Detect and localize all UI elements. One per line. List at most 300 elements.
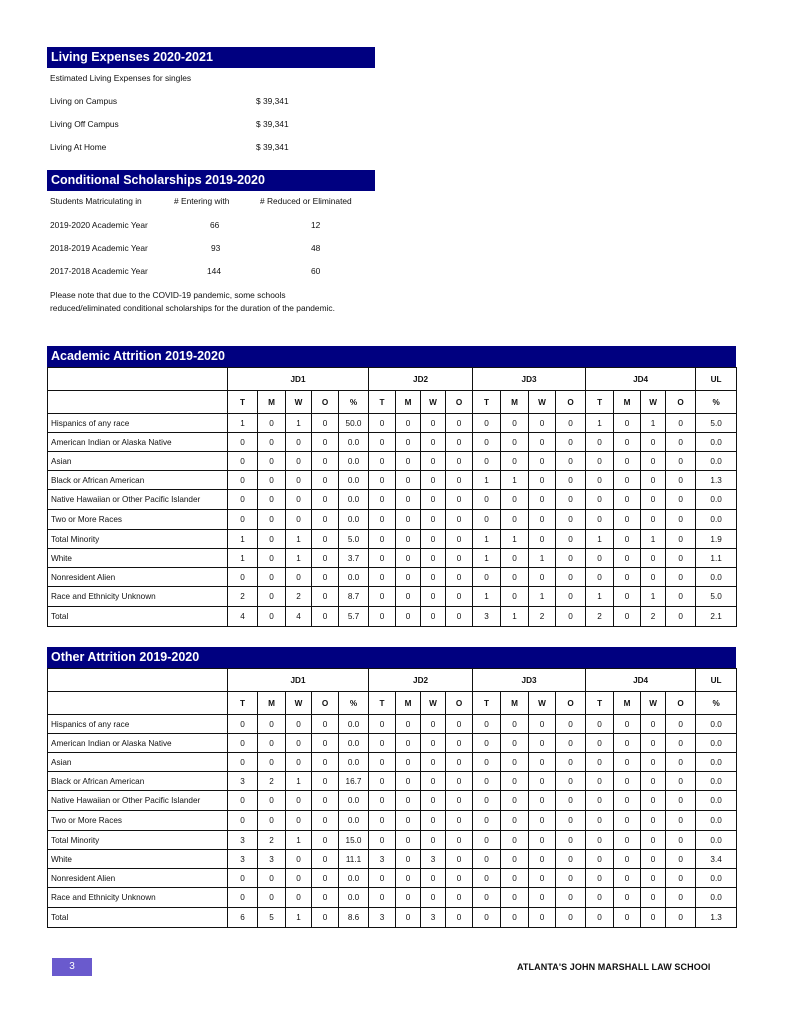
cell-value: 0	[228, 490, 258, 510]
cell-value: 0	[666, 549, 696, 568]
header-blank	[48, 391, 228, 414]
cell-value: 0.0	[339, 568, 369, 587]
cell-value: 3	[258, 850, 286, 869]
cell-value: 0	[396, 587, 421, 607]
cell-value: 0	[446, 850, 473, 869]
cell-value: 0	[556, 433, 586, 452]
cell-value: 0	[312, 452, 339, 471]
table-row	[48, 607, 737, 627]
cell-value: 0	[666, 568, 696, 587]
cell-value: 1	[228, 414, 258, 433]
cell-value: 11.1	[339, 850, 369, 869]
cell-value: 0	[529, 734, 556, 753]
cell-value: 0	[614, 530, 641, 549]
cell-value: 0	[312, 549, 339, 568]
cell-value: 0	[286, 433, 312, 452]
cell-value: 0	[614, 414, 641, 433]
cell-value: 0	[501, 414, 529, 433]
cell-value: 0	[529, 869, 556, 888]
cell-value: 0	[586, 568, 614, 587]
cell-value: 1	[286, 530, 312, 549]
table-row	[48, 490, 737, 510]
cell-value: 4	[286, 607, 312, 627]
cell-value: 1	[586, 414, 614, 433]
table-row	[48, 772, 737, 791]
row-label: Hispanics of any race	[48, 715, 228, 734]
cell-value: 0	[446, 869, 473, 888]
cell-value: 0	[529, 791, 556, 811]
cell-value: 0	[369, 452, 396, 471]
col-header: W	[421, 391, 446, 414]
row-label: Race and Ethnicity Unknown	[48, 888, 228, 908]
cell-value: 0	[614, 791, 641, 811]
cell-value: 2	[228, 587, 258, 607]
cell-value: 0	[312, 530, 339, 549]
row-label: Black or African American	[48, 772, 228, 791]
cell-value: 0	[446, 568, 473, 587]
cell-value: 0	[396, 888, 421, 908]
cell-value: 16.7	[339, 772, 369, 791]
header-blank	[48, 368, 228, 391]
row-label: Total	[48, 908, 228, 928]
cell-value: 0	[641, 831, 666, 850]
cell-value: 0	[641, 908, 666, 928]
other-attrition-title: Other Attrition 2019-2020	[47, 647, 736, 668]
cell-value: 0	[312, 433, 339, 452]
cell-value: 0	[421, 734, 446, 753]
cell-value: 3.7	[339, 549, 369, 568]
cell-value: 0	[641, 811, 666, 831]
cell-value: 1	[228, 530, 258, 549]
cell-value: 0	[258, 734, 286, 753]
cell-value: 0	[529, 772, 556, 791]
cell-value: 0	[666, 888, 696, 908]
row-label: Asian	[48, 753, 228, 772]
cell-value: 0	[614, 607, 641, 627]
cell-value: 0	[228, 753, 258, 772]
cell-value: 0	[614, 772, 641, 791]
cell-value: 1	[529, 587, 556, 607]
cell-value: 0	[529, 568, 556, 587]
cell-value: 0	[641, 490, 666, 510]
cell-value: 1	[641, 587, 666, 607]
cell-value: 0	[312, 791, 339, 811]
cell-value: 0	[556, 490, 586, 510]
cell-value: 1	[641, 414, 666, 433]
scholarship-header-students: Students Matriculating in	[50, 196, 142, 206]
cell-value: 0	[258, 568, 286, 587]
cell-value: 0.0	[696, 869, 737, 888]
row-label: Total Minority	[48, 831, 228, 850]
cell-value: 0	[586, 433, 614, 452]
scholarship-entering: 66	[210, 220, 220, 230]
cell-value: 15.0	[339, 831, 369, 850]
cell-value: 0.0	[339, 452, 369, 471]
cell-value: 0	[258, 715, 286, 734]
group-header-jd4: JD4	[586, 669, 696, 692]
cell-value: 0	[228, 869, 258, 888]
cell-value: 0	[529, 490, 556, 510]
cell-value: 1	[529, 549, 556, 568]
cell-value: 0	[421, 753, 446, 772]
cell-value: 0	[396, 607, 421, 627]
cell-value: 0	[258, 869, 286, 888]
cell-value: 0	[396, 715, 421, 734]
row-label: Total	[48, 607, 228, 627]
cell-value: 0	[312, 414, 339, 433]
cell-value: 0	[614, 587, 641, 607]
cell-value: 0	[312, 753, 339, 772]
cell-value: 0	[312, 715, 339, 734]
cell-value: 0	[258, 607, 286, 627]
cell-value: 0	[396, 568, 421, 587]
col-header: %	[696, 391, 737, 414]
table-row	[48, 734, 737, 753]
row-label: Native Hawaiian or Other Pacific Islander	[48, 490, 228, 510]
cell-value: 0	[228, 734, 258, 753]
cell-value: 3	[228, 850, 258, 869]
cell-value: 0	[641, 772, 666, 791]
living-expenses-subtitle: Estimated Living Expenses for singles	[50, 73, 192, 83]
cell-value: 0	[529, 530, 556, 549]
cell-value: 0	[529, 850, 556, 869]
col-header: M	[614, 391, 641, 414]
cell-value: 0	[446, 888, 473, 908]
cell-value: 0	[614, 811, 641, 831]
cell-value: 0	[258, 753, 286, 772]
table-row	[48, 753, 737, 772]
group-header-jd3: JD3	[473, 368, 586, 391]
scholarship-year: 2017-2018 Academic Year	[50, 266, 148, 276]
cell-value: 0	[473, 811, 501, 831]
cell-value: 0.0	[696, 452, 737, 471]
cell-value: 0	[586, 811, 614, 831]
cell-value: 0	[501, 510, 529, 530]
row-label: Nonresident Alien	[48, 568, 228, 587]
cell-value: 1	[473, 549, 501, 568]
cell-value: 0	[501, 734, 529, 753]
cell-value: 0	[556, 888, 586, 908]
cell-value: 0	[396, 908, 421, 928]
cell-value: 3	[228, 772, 258, 791]
table-row	[48, 530, 737, 549]
cell-value: 0	[396, 452, 421, 471]
table-row	[48, 587, 737, 607]
scholarship-reduced: 12	[311, 220, 321, 230]
cell-value: 1	[286, 772, 312, 791]
cell-value: 0	[556, 753, 586, 772]
table-row	[48, 908, 737, 928]
cell-value: 0	[666, 452, 696, 471]
table-row	[48, 869, 737, 888]
row-label: Hispanics of any race	[48, 414, 228, 433]
cell-value: 0	[556, 791, 586, 811]
cell-value: 0	[641, 869, 666, 888]
group-header-jd4: JD4	[586, 368, 696, 391]
row-label: American Indian or Alaska Native	[48, 734, 228, 753]
table-row	[48, 414, 737, 433]
cell-value: 1	[286, 908, 312, 928]
col-header: W	[286, 692, 312, 715]
table-row	[48, 471, 737, 490]
cell-value: 0	[286, 490, 312, 510]
cell-value: 0	[586, 869, 614, 888]
cell-value: 0	[421, 869, 446, 888]
cell-value: 0	[614, 908, 641, 928]
cell-value: 0	[369, 715, 396, 734]
cell-value: 0	[529, 715, 556, 734]
cell-value: 0	[666, 587, 696, 607]
cell-value: 8.6	[339, 908, 369, 928]
cell-value: 0.0	[339, 715, 369, 734]
cell-value: 0	[666, 734, 696, 753]
cell-value: 0	[666, 772, 696, 791]
cell-value: 0	[556, 850, 586, 869]
cell-value: 0	[446, 587, 473, 607]
cell-value: 0.0	[696, 433, 737, 452]
cell-value: 0	[258, 811, 286, 831]
cell-value: 0	[312, 587, 339, 607]
cell-value: 0	[641, 753, 666, 772]
col-header: %	[339, 692, 369, 715]
cell-value: 0	[312, 831, 339, 850]
cell-value: 0	[421, 414, 446, 433]
col-header: O	[666, 391, 696, 414]
cell-value: 0	[396, 433, 421, 452]
cell-value: 0	[641, 452, 666, 471]
cell-value: 0	[446, 490, 473, 510]
row-label: White	[48, 549, 228, 568]
cell-value: 0.0	[339, 433, 369, 452]
cell-value: 3	[228, 831, 258, 850]
cell-value: 0	[614, 831, 641, 850]
cell-value: 0	[369, 811, 396, 831]
cell-value: 0	[312, 850, 339, 869]
table-row	[48, 791, 737, 811]
cell-value: 2.1	[696, 607, 737, 627]
group-header-jd2: JD2	[369, 669, 473, 692]
cell-value: 0	[501, 433, 529, 452]
cell-value: 0	[666, 811, 696, 831]
cell-value: 0	[396, 734, 421, 753]
page-number-badge: 3	[52, 958, 92, 976]
cell-value: 0	[586, 791, 614, 811]
cell-value: 0	[258, 433, 286, 452]
cell-value: 0	[501, 869, 529, 888]
col-header: M	[501, 692, 529, 715]
col-header: M	[258, 692, 286, 715]
cell-value: 0	[446, 908, 473, 928]
cell-value: 0	[312, 869, 339, 888]
cell-value: 0	[228, 452, 258, 471]
cell-value: 1	[586, 587, 614, 607]
col-header: O	[312, 391, 339, 414]
cell-value: 0	[501, 753, 529, 772]
cell-value: 0	[614, 452, 641, 471]
cell-value: 0	[369, 607, 396, 627]
cell-value: 0	[312, 908, 339, 928]
cell-value: 0	[586, 452, 614, 471]
cell-value: 0	[396, 850, 421, 869]
cell-value: 0	[556, 734, 586, 753]
cell-value: 0	[396, 414, 421, 433]
cell-value: 0	[396, 791, 421, 811]
row-label: Two or More Races	[48, 510, 228, 530]
cell-value: 0	[369, 888, 396, 908]
cell-value: 1	[473, 471, 501, 490]
cell-value: 50.0	[339, 414, 369, 433]
cell-value: 0	[529, 753, 556, 772]
cell-value: 0	[446, 433, 473, 452]
cell-value: 1	[473, 587, 501, 607]
cell-value: 0	[369, 510, 396, 530]
col-header: M	[396, 692, 421, 715]
cell-value: 0	[312, 811, 339, 831]
cell-value: 0	[556, 831, 586, 850]
cell-value: 0.0	[339, 791, 369, 811]
cell-value: 0	[501, 715, 529, 734]
cell-value: 0	[228, 510, 258, 530]
table-row	[48, 715, 737, 734]
cell-value: 0	[641, 510, 666, 530]
cell-value: 0	[666, 908, 696, 928]
cell-value: 0	[556, 715, 586, 734]
cell-value: 0	[421, 888, 446, 908]
cell-value: 0	[369, 869, 396, 888]
scholarship-entering: 144	[207, 266, 221, 276]
row-label: White	[48, 850, 228, 869]
cell-value: 0	[446, 452, 473, 471]
col-header: O	[666, 692, 696, 715]
cell-value: 1	[286, 549, 312, 568]
row-label: Two or More Races	[48, 811, 228, 831]
cell-value: 0.0	[696, 772, 737, 791]
living-off-campus-value: $ 39,341	[256, 119, 289, 129]
cell-value: 0	[421, 772, 446, 791]
cell-value: 0	[473, 510, 501, 530]
cell-value: 0	[641, 549, 666, 568]
cell-value: 0	[421, 831, 446, 850]
cell-value: 0	[473, 568, 501, 587]
cell-value: 0	[369, 753, 396, 772]
cell-value: 0	[614, 471, 641, 490]
cell-value: 0	[666, 791, 696, 811]
cell-value: 0	[614, 510, 641, 530]
cell-value: 0	[446, 471, 473, 490]
table-row	[48, 568, 737, 587]
scholarship-header-entering: # Entering with	[174, 196, 230, 206]
cell-value: 0	[473, 791, 501, 811]
col-header: M	[258, 391, 286, 414]
cell-value: 0	[369, 568, 396, 587]
cell-value: 0	[614, 888, 641, 908]
cell-value: 0	[529, 510, 556, 530]
cell-value: 0.0	[339, 888, 369, 908]
cell-value: 0.0	[339, 490, 369, 510]
cell-value: 0	[446, 607, 473, 627]
cell-value: 0.0	[339, 811, 369, 831]
cell-value: 0	[529, 888, 556, 908]
cell-value: 0	[666, 471, 696, 490]
col-header: M	[396, 391, 421, 414]
cell-value: 1	[473, 530, 501, 549]
cell-value: 0	[556, 510, 586, 530]
cell-value: 0	[421, 715, 446, 734]
cell-value: 0	[286, 753, 312, 772]
living-on-campus-label: Living on Campus	[50, 96, 118, 106]
cell-value: 0	[312, 888, 339, 908]
cell-value: 0	[421, 471, 446, 490]
cell-value: 0	[501, 587, 529, 607]
cell-value: 0	[258, 530, 286, 549]
cell-value: 0	[614, 869, 641, 888]
cell-value: 0	[369, 772, 396, 791]
cell-value: 0	[286, 734, 312, 753]
cell-value: 0	[421, 587, 446, 607]
cell-value: 1	[501, 471, 529, 490]
cell-value: 4	[228, 607, 258, 627]
cell-value: 2	[286, 587, 312, 607]
cell-value: 0	[641, 734, 666, 753]
cell-value: 0	[614, 753, 641, 772]
cell-value: 5.0	[339, 530, 369, 549]
cell-value: 0	[369, 530, 396, 549]
col-header: W	[286, 391, 312, 414]
cell-value: 0	[396, 549, 421, 568]
cell-value: 3	[421, 850, 446, 869]
cell-value: 0	[501, 850, 529, 869]
cell-value: 0	[286, 471, 312, 490]
living-on-campus-value: $ 39,341	[256, 96, 289, 106]
cell-value: 0	[228, 811, 258, 831]
cell-value: 0	[473, 452, 501, 471]
cell-value: 0	[666, 831, 696, 850]
cell-value: 0	[614, 734, 641, 753]
cell-value: 0	[556, 530, 586, 549]
cell-value: 1	[501, 607, 529, 627]
cell-value: 1	[586, 530, 614, 549]
cell-value: 0	[446, 772, 473, 791]
cell-value: 0	[501, 490, 529, 510]
cell-value: 0	[446, 811, 473, 831]
col-header: O	[556, 692, 586, 715]
cell-value: 0	[473, 869, 501, 888]
conditional-scholarships-title: Conditional Scholarships 2019-2020	[47, 170, 375, 191]
cell-value: 0	[396, 869, 421, 888]
row-label: Total Minority	[48, 530, 228, 549]
cell-value: 0	[396, 811, 421, 831]
cell-value: 0	[396, 753, 421, 772]
cell-value: 0	[641, 471, 666, 490]
cell-value: 0.0	[696, 811, 737, 831]
cell-value: 1	[286, 831, 312, 850]
cell-value: 0	[666, 490, 696, 510]
cell-value: 0	[369, 490, 396, 510]
col-header: M	[501, 391, 529, 414]
cell-value: 3	[473, 607, 501, 627]
cell-value: 0	[529, 908, 556, 928]
cell-value: 0	[286, 568, 312, 587]
table-row	[48, 549, 737, 568]
cell-value: 0	[258, 510, 286, 530]
cell-value: 0	[556, 869, 586, 888]
cell-value: 0	[473, 490, 501, 510]
cell-value: 0	[501, 791, 529, 811]
cell-value: 0	[586, 908, 614, 928]
cell-value: 0	[258, 791, 286, 811]
cell-value: 0	[258, 888, 286, 908]
col-header: W	[421, 692, 446, 715]
